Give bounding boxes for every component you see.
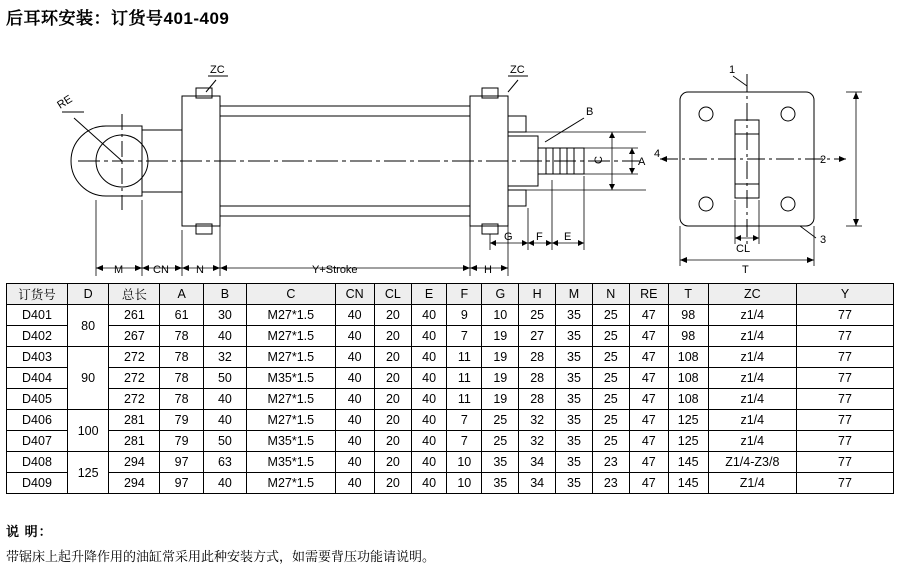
cell-g: 19 [482,389,519,410]
cell-n: 25 [592,347,629,368]
table-row [7,305,894,326]
cell-m: 35 [556,452,593,473]
header-cell-f: F [447,284,482,305]
header-cell-h: H [519,284,556,305]
cell-c: M35*1.5 [247,431,335,452]
cell-code: D408 [7,452,68,473]
cell-length: 272 [109,347,160,368]
cell-c: M35*1.5 [247,368,335,389]
cell-cn: 40 [335,347,374,368]
cell-a: 78 [160,326,203,347]
cell-code: D402 [7,326,68,347]
table-row [7,347,894,368]
cell-re: 47 [629,326,668,347]
cell-re: 47 [629,410,668,431]
table-row [7,368,894,389]
cell-a: 78 [160,347,203,368]
cell-n: 25 [592,389,629,410]
cell-re: 47 [629,368,668,389]
cylinder-drawing-svg [0,30,900,280]
cell-g: 25 [482,431,519,452]
cell-y: 77 [797,347,894,368]
header-cell-code: 订货号 [7,284,68,305]
table-row [7,389,894,410]
cell-code: D405 [7,389,68,410]
cell-code: D406 [7,410,68,431]
label-y-stroke: Y+Stroke [312,264,358,276]
header-cell-y: Y [797,284,894,305]
cell-cl: 20 [374,452,411,473]
cell-cn: 40 [335,452,374,473]
label-f: F [536,231,543,243]
cell-e: 40 [412,452,447,473]
cell-c: M27*1.5 [247,410,335,431]
cell-y: 77 [797,326,894,347]
cell-zc: z1/4 [708,410,796,431]
cell-b: 40 [203,410,246,431]
cell-g: 25 [482,410,519,431]
cell-m: 35 [556,389,593,410]
label-m: M [114,264,124,276]
cell-e: 40 [412,473,447,494]
cell-n: 23 [592,473,629,494]
label-re: RE [55,93,75,112]
cell-f: 11 [447,389,482,410]
cell-t: 108 [668,368,708,389]
cell-y: 77 [797,431,894,452]
cell-n: 25 [592,305,629,326]
cell-code: D403 [7,347,68,368]
header-cell-c: C [247,284,335,305]
table-row [7,326,894,347]
cell-cl: 20 [374,410,411,431]
cell-c: M27*1.5 [247,389,335,410]
header-cell-zc: ZC [708,284,796,305]
technical-drawing [0,30,900,280]
cell-re: 47 [629,389,668,410]
cell-e: 40 [412,368,447,389]
cell-e: 40 [412,326,447,347]
header-cell-b: B [203,284,246,305]
label-4: 4 [654,148,661,160]
label-zc-right: ZC [510,64,525,76]
cell-zc: z1/4 [708,431,796,452]
cell-t: 108 [668,347,708,368]
cell-length: 272 [109,368,160,389]
cell-f: 7 [447,410,482,431]
cell-code: D407 [7,431,68,452]
cell-h: 28 [519,389,556,410]
label-zc-left: ZC [210,64,225,76]
cell-h: 34 [519,473,556,494]
cell-h: 25 [519,305,556,326]
cell-cl: 20 [374,326,411,347]
cell-cn: 40 [335,431,374,452]
cell-e: 40 [412,410,447,431]
cell-a: 97 [160,452,203,473]
cell-m: 35 [556,473,593,494]
notes-block [6,521,435,565]
label-h: H [484,264,492,276]
cell-e: 40 [412,305,447,326]
cell-f: 10 [447,452,482,473]
cell-n: 25 [592,431,629,452]
cell-code: D404 [7,368,68,389]
cell-g: 35 [482,473,519,494]
cell-length: 267 [109,326,160,347]
cell-n: 25 [592,368,629,389]
cell-g: 19 [482,347,519,368]
cell-cn: 40 [335,389,374,410]
header-cell-e: E [412,284,447,305]
cell-f: 11 [447,347,482,368]
header-cell-cl: CL [374,284,411,305]
header-cell-g: G [482,284,519,305]
cell-cn: 40 [335,368,374,389]
cell-b: 40 [203,473,246,494]
cell-re: 47 [629,305,668,326]
cell-zc: z1/4 [708,368,796,389]
cell-cl: 20 [374,431,411,452]
table-row [7,452,894,473]
header-cell-d: D [67,284,108,305]
label-g: G [504,231,513,243]
cell-d: 125 [67,452,108,494]
label-a: A [638,156,646,168]
label-c: C [593,156,605,164]
header-cell-m: M [556,284,593,305]
label-t: T [742,264,749,276]
label-2: 2 [820,154,827,166]
cell-h: 32 [519,410,556,431]
cell-cn: 40 [335,326,374,347]
cell-n: 25 [592,410,629,431]
cell-cl: 20 [374,347,411,368]
cell-e: 40 [412,389,447,410]
cell-b: 32 [203,347,246,368]
cell-zc: z1/4 [708,389,796,410]
cell-h: 32 [519,431,556,452]
table-row [7,473,894,494]
cell-re: 47 [629,431,668,452]
cell-cl: 20 [374,305,411,326]
spec-table [6,283,894,494]
cell-zc: z1/4 [708,305,796,326]
header-cell-cn: CN [335,284,374,305]
cell-length: 281 [109,431,160,452]
cell-n: 23 [592,452,629,473]
cell-a: 79 [160,431,203,452]
header-cell-length: 总长 [109,284,160,305]
label-n: N [196,264,204,276]
header-cell-a: A [160,284,203,305]
cell-m: 35 [556,410,593,431]
cell-m: 35 [556,431,593,452]
cell-zc: z1/4 [708,347,796,368]
cell-zc: z1/4 [708,326,796,347]
cell-zc: Z1/4 [708,473,796,494]
cell-re: 47 [629,452,668,473]
cell-a: 78 [160,389,203,410]
cell-f: 10 [447,473,482,494]
cell-b: 40 [203,389,246,410]
cell-length: 294 [109,473,160,494]
notes-title: 说 明： [6,524,53,539]
cell-h: 27 [519,326,556,347]
cell-zc: Z1/4-Z3/8 [708,452,796,473]
cell-f: 11 [447,368,482,389]
cell-c: M27*1.5 [247,473,335,494]
cell-g: 19 [482,326,519,347]
cell-a: 61 [160,305,203,326]
cell-t: 125 [668,431,708,452]
cell-g: 10 [482,305,519,326]
cell-b: 50 [203,368,246,389]
cell-m: 35 [556,326,593,347]
cell-y: 77 [797,389,894,410]
cell-a: 78 [160,368,203,389]
cell-d: 80 [67,305,108,347]
header-cell-t: T [668,284,708,305]
cell-y: 77 [797,305,894,326]
cell-e: 40 [412,347,447,368]
cell-y: 77 [797,410,894,431]
cell-length: 294 [109,452,160,473]
cell-f: 9 [447,305,482,326]
cell-f: 7 [447,326,482,347]
cell-length: 272 [109,389,160,410]
cell-length: 281 [109,410,160,431]
cell-re: 47 [629,347,668,368]
label-3: 3 [820,234,827,246]
cell-f: 7 [447,431,482,452]
cell-n: 25 [592,326,629,347]
label-cn: CN [153,264,169,276]
cell-t: 145 [668,452,708,473]
label-e: E [564,231,572,243]
cell-d: 100 [67,410,108,452]
cell-cl: 20 [374,368,411,389]
notes-body: 带锯床上起升降作用的油缸常采用此种安装方式，如需要背压功能请说明。 [6,549,436,564]
header-cell-n: N [592,284,629,305]
spec-table-container [6,283,894,494]
cell-cn: 40 [335,473,374,494]
table-row [7,431,894,452]
cell-h: 28 [519,368,556,389]
table-row [7,410,894,431]
cell-b: 40 [203,326,246,347]
cell-c: M27*1.5 [247,326,335,347]
cell-m: 35 [556,368,593,389]
cell-b: 63 [203,452,246,473]
cell-code: D409 [7,473,68,494]
cell-c: M27*1.5 [247,305,335,326]
cell-a: 79 [160,410,203,431]
cell-code: D401 [7,305,68,326]
cell-c: M27*1.5 [247,347,335,368]
cell-t: 108 [668,389,708,410]
cell-cl: 20 [374,473,411,494]
cell-b: 30 [203,305,246,326]
cell-m: 35 [556,305,593,326]
cell-cn: 40 [335,410,374,431]
cell-t: 125 [668,410,708,431]
cell-y: 77 [797,473,894,494]
label-cl: CL [736,243,751,255]
cell-y: 77 [797,368,894,389]
header-cell-re: RE [629,284,668,305]
cell-cl: 20 [374,389,411,410]
cell-a: 97 [160,473,203,494]
cell-m: 35 [556,347,593,368]
cell-e: 40 [412,431,447,452]
cell-y: 77 [797,452,894,473]
cell-re: 47 [629,473,668,494]
cell-h: 34 [519,452,556,473]
page-title: 后耳环安装：订货号401-409 [6,9,230,28]
cell-t: 98 [668,305,708,326]
cell-length: 261 [109,305,160,326]
cell-b: 50 [203,431,246,452]
cell-h: 28 [519,347,556,368]
table-body [7,305,894,494]
label-b: B [586,106,594,118]
table-header-row [7,284,894,305]
cell-g: 19 [482,368,519,389]
cell-t: 98 [668,326,708,347]
cell-g: 35 [482,452,519,473]
label-1: 1 [729,64,736,76]
cell-cn: 40 [335,305,374,326]
cell-c: M35*1.5 [247,452,335,473]
cell-t: 145 [668,473,708,494]
cell-d: 90 [67,347,108,410]
